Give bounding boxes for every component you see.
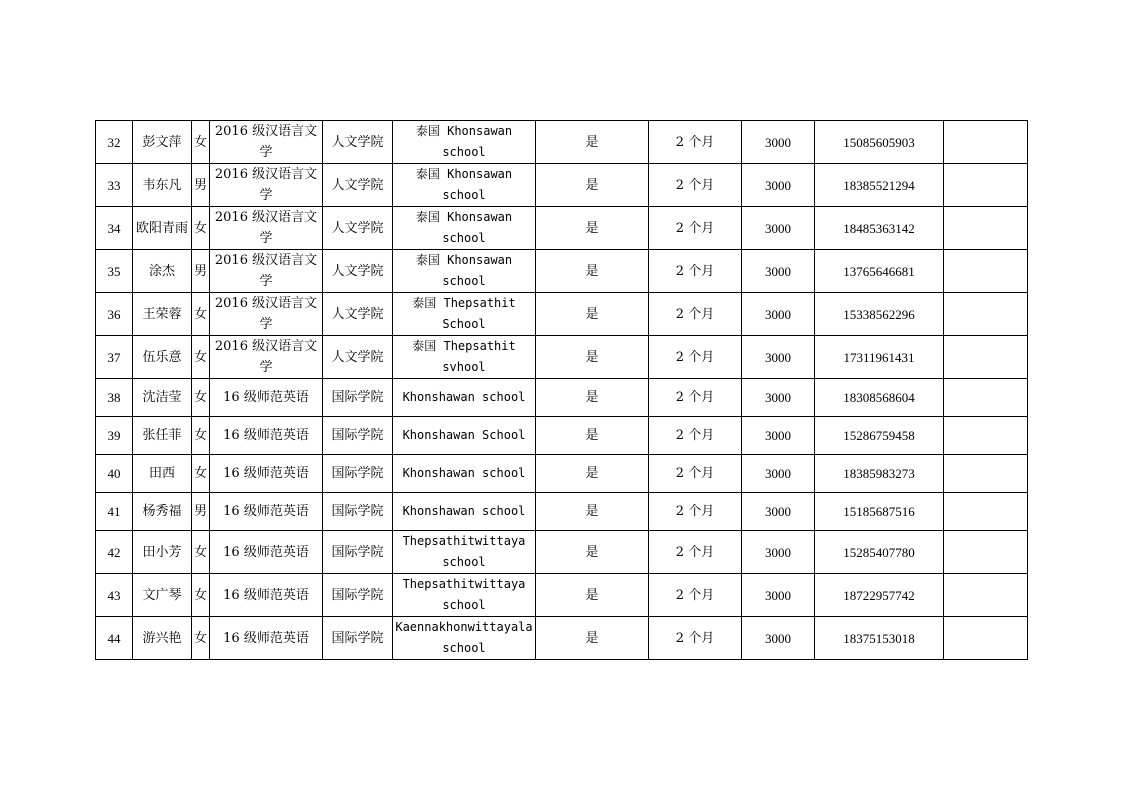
school-name-cell: 泰国 Khonsawan school — [393, 164, 536, 207]
school-name-cell: 泰国 Thepsathit svhool — [393, 336, 536, 379]
duration-cell: 2 个月 — [649, 336, 742, 379]
college-cell: 国际学院 — [323, 493, 393, 531]
student-name-cell: 涂杰 — [133, 250, 192, 293]
gender-cell: 女 — [192, 121, 210, 164]
abroad-flag-cell: 是 — [536, 164, 649, 207]
note-cell — [944, 250, 1028, 293]
student-name-cell: 韦东凡 — [133, 164, 192, 207]
row-number-cell: 38 — [96, 379, 133, 417]
school-name-cell: Thepsathitwittaya school — [393, 531, 536, 574]
note-cell — [944, 293, 1028, 336]
class-name-cell: 16 级师范英语 — [210, 617, 323, 660]
student-name-cell: 张任菲 — [133, 417, 192, 455]
amount-cell: 3000 — [742, 493, 815, 531]
duration-cell: 2 个月 — [649, 455, 742, 493]
class-name-cell: 2016 级汉语言文学 — [210, 121, 323, 164]
college-cell: 国际学院 — [323, 531, 393, 574]
college-cell: 人文学院 — [323, 336, 393, 379]
duration-cell: 2 个月 — [649, 207, 742, 250]
note-cell — [944, 531, 1028, 574]
row-number-cell: 37 — [96, 336, 133, 379]
duration-cell: 2 个月 — [649, 250, 742, 293]
student-name-cell: 田小芳 — [133, 531, 192, 574]
note-cell — [944, 417, 1028, 455]
row-number-cell: 41 — [96, 493, 133, 531]
student-name-cell: 杨秀福 — [133, 493, 192, 531]
phone-number-cell: 15285407780 — [815, 531, 944, 574]
student-name-cell: 欧阳青雨 — [133, 207, 192, 250]
class-name-cell: 16 级师范英语 — [210, 379, 323, 417]
student-table — [95, 120, 1028, 660]
amount-cell: 3000 — [742, 379, 815, 417]
phone-number-cell: 18375153018 — [815, 617, 944, 660]
phone-number-cell: 18385983273 — [815, 455, 944, 493]
abroad-flag-cell: 是 — [536, 293, 649, 336]
college-cell: 国际学院 — [323, 417, 393, 455]
table-row — [96, 207, 1028, 250]
row-number-cell: 33 — [96, 164, 133, 207]
phone-number-cell: 13765646681 — [815, 250, 944, 293]
duration-cell: 2 个月 — [649, 417, 742, 455]
amount-cell: 3000 — [742, 417, 815, 455]
abroad-flag-cell: 是 — [536, 617, 649, 660]
table-row — [96, 574, 1028, 617]
college-cell: 人文学院 — [323, 293, 393, 336]
gender-cell: 女 — [192, 417, 210, 455]
college-cell: 人文学院 — [323, 207, 393, 250]
duration-cell: 2 个月 — [649, 574, 742, 617]
student-name-cell: 伍乐意 — [133, 336, 192, 379]
school-name-cell: Khonshawan school — [393, 455, 536, 493]
phone-number-cell: 18385521294 — [815, 164, 944, 207]
duration-cell: 2 个月 — [649, 121, 742, 164]
table-row — [96, 379, 1028, 417]
row-number-cell: 39 — [96, 417, 133, 455]
amount-cell: 3000 — [742, 121, 815, 164]
class-name-cell: 2016 级汉语言文学 — [210, 164, 323, 207]
gender-cell: 女 — [192, 379, 210, 417]
school-name-cell: 泰国 Khonsawan school — [393, 207, 536, 250]
class-name-cell: 16 级师范英语 — [210, 574, 323, 617]
school-name-cell: Khonshawan School — [393, 417, 536, 455]
row-number-cell: 40 — [96, 455, 133, 493]
note-cell — [944, 379, 1028, 417]
note-cell — [944, 455, 1028, 493]
student-name-cell: 文广琴 — [133, 574, 192, 617]
amount-cell: 3000 — [742, 574, 815, 617]
college-cell: 人文学院 — [323, 250, 393, 293]
abroad-flag-cell: 是 — [536, 455, 649, 493]
gender-cell: 女 — [192, 617, 210, 660]
class-name-cell: 16 级师范英语 — [210, 531, 323, 574]
school-name-cell: Khonshawan school — [393, 493, 536, 531]
amount-cell: 3000 — [742, 531, 815, 574]
abroad-flag-cell: 是 — [536, 493, 649, 531]
class-name-cell: 2016 级汉语言文学 — [210, 336, 323, 379]
amount-cell: 3000 — [742, 207, 815, 250]
student-name-cell: 彭文萍 — [133, 121, 192, 164]
table-row — [96, 164, 1028, 207]
gender-cell: 女 — [192, 455, 210, 493]
gender-cell: 女 — [192, 574, 210, 617]
phone-number-cell: 18722957742 — [815, 574, 944, 617]
gender-cell: 男 — [192, 164, 210, 207]
row-number-cell: 35 — [96, 250, 133, 293]
gender-cell: 男 — [192, 250, 210, 293]
table-row — [96, 121, 1028, 164]
amount-cell: 3000 — [742, 455, 815, 493]
student-name-cell: 沈洁莹 — [133, 379, 192, 417]
student-name-cell: 游兴艳 — [133, 617, 192, 660]
college-cell: 国际学院 — [323, 455, 393, 493]
class-name-cell: 16 级师范英语 — [210, 455, 323, 493]
student-name-cell: 王荣蓉 — [133, 293, 192, 336]
student-name-cell: 田西 — [133, 455, 192, 493]
phone-number-cell: 18485363142 — [815, 207, 944, 250]
abroad-flag-cell: 是 — [536, 207, 649, 250]
row-number-cell: 34 — [96, 207, 133, 250]
table-row — [96, 617, 1028, 660]
duration-cell: 2 个月 — [649, 164, 742, 207]
table-row — [96, 455, 1028, 493]
phone-number-cell: 15286759458 — [815, 417, 944, 455]
class-name-cell: 16 级师范英语 — [210, 493, 323, 531]
abroad-flag-cell: 是 — [536, 574, 649, 617]
gender-cell: 女 — [192, 336, 210, 379]
school-name-cell: Thepsathitwittaya school — [393, 574, 536, 617]
amount-cell: 3000 — [742, 293, 815, 336]
college-cell: 国际学院 — [323, 617, 393, 660]
abroad-flag-cell: 是 — [536, 531, 649, 574]
amount-cell: 3000 — [742, 617, 815, 660]
school-name-cell: Khonshawan school — [393, 379, 536, 417]
table-row — [96, 336, 1028, 379]
duration-cell: 2 个月 — [649, 493, 742, 531]
school-name-cell: 泰国 Khonsawan school — [393, 121, 536, 164]
table-row — [96, 417, 1028, 455]
class-name-cell: 16 级师范英语 — [210, 417, 323, 455]
amount-cell: 3000 — [742, 250, 815, 293]
note-cell — [944, 574, 1028, 617]
abroad-flag-cell: 是 — [536, 121, 649, 164]
row-number-cell: 36 — [96, 293, 133, 336]
amount-cell: 3000 — [742, 164, 815, 207]
school-name-cell: 泰国 Thepsathit School — [393, 293, 536, 336]
abroad-flag-cell: 是 — [536, 379, 649, 417]
class-name-cell: 2016 级汉语言文学 — [210, 293, 323, 336]
gender-cell: 女 — [192, 207, 210, 250]
note-cell — [944, 617, 1028, 660]
phone-number-cell: 15338562296 — [815, 293, 944, 336]
note-cell — [944, 121, 1028, 164]
duration-cell: 2 个月 — [649, 379, 742, 417]
college-cell: 国际学院 — [323, 379, 393, 417]
gender-cell: 女 — [192, 531, 210, 574]
note-cell — [944, 493, 1028, 531]
class-name-cell: 2016 级汉语言文学 — [210, 250, 323, 293]
class-name-cell: 2016 级汉语言文学 — [210, 207, 323, 250]
table-row — [96, 293, 1028, 336]
duration-cell: 2 个月 — [649, 531, 742, 574]
gender-cell: 女 — [192, 293, 210, 336]
note-cell — [944, 164, 1028, 207]
phone-number-cell: 15185687516 — [815, 493, 944, 531]
note-cell — [944, 336, 1028, 379]
row-number-cell: 32 — [96, 121, 133, 164]
school-name-cell: 泰国 Khonsawan school — [393, 250, 536, 293]
row-number-cell: 44 — [96, 617, 133, 660]
college-cell: 人文学院 — [323, 121, 393, 164]
row-number-cell: 43 — [96, 574, 133, 617]
abroad-flag-cell: 是 — [536, 417, 649, 455]
table-body — [96, 121, 1028, 660]
table-row — [96, 493, 1028, 531]
phone-number-cell: 15085605903 — [815, 121, 944, 164]
duration-cell: 2 个月 — [649, 617, 742, 660]
duration-cell: 2 个月 — [649, 293, 742, 336]
row-number-cell: 42 — [96, 531, 133, 574]
gender-cell: 男 — [192, 493, 210, 531]
amount-cell: 3000 — [742, 336, 815, 379]
abroad-flag-cell: 是 — [536, 336, 649, 379]
abroad-flag-cell: 是 — [536, 250, 649, 293]
phone-number-cell: 18308568604 — [815, 379, 944, 417]
table-row — [96, 250, 1028, 293]
school-name-cell: Kaennakhonwittayala school — [393, 617, 536, 660]
college-cell: 人文学院 — [323, 164, 393, 207]
table-row — [96, 531, 1028, 574]
phone-number-cell: 17311961431 — [815, 336, 944, 379]
note-cell — [944, 207, 1028, 250]
college-cell: 国际学院 — [323, 574, 393, 617]
